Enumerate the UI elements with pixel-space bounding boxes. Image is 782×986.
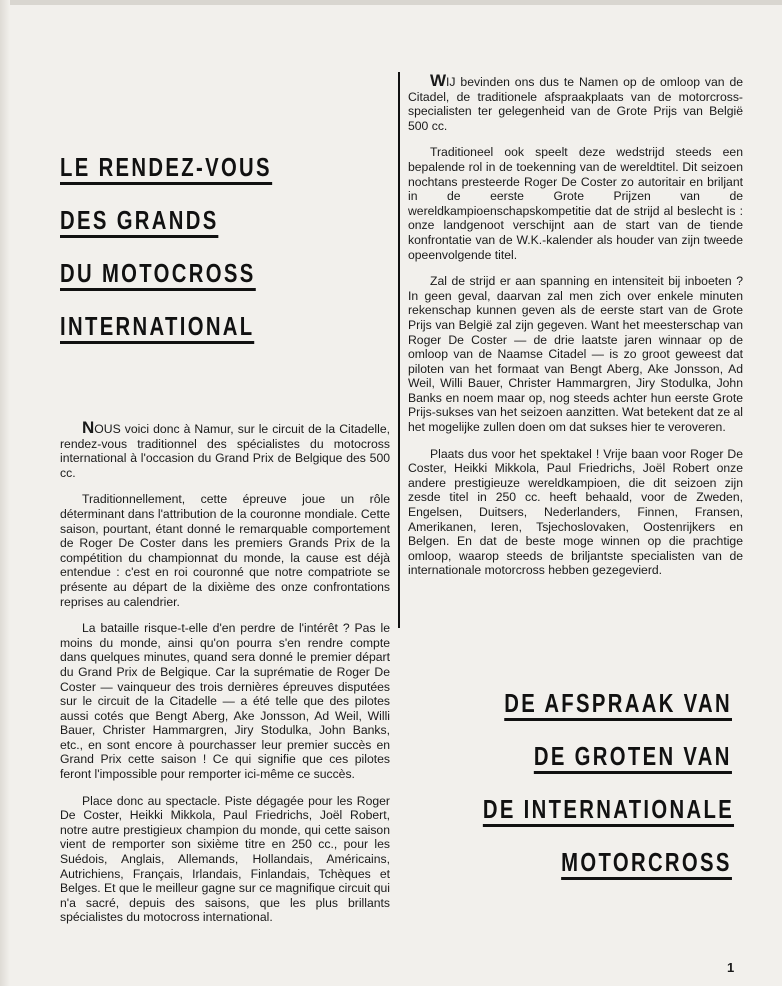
fr-paragraph-3: La bataille risque-t-elle d'en perdre de l'intérêt ? Pas le moins du monde, ainsi qu'on pourra s'en rendre compte dans quelques minutes, quand sera donné le premier départ du Grand Prix de Belgique. Car la suprématie de Roger De Coster — vainqueur des trois dernières épreuves disputées sur le circuit de la Citadelle — a été telle que des pilotes aussi cotés que Bengt Aberg, Ake Jonsson, Ad Weil, Willi Bauer, Christer Hammargren, Jiry Stodulka, John Banks, etc., en sont encore à pourchasser leur premier succès en Grand Prix cette saison ! Ce qui signifie que ces pilotes feront l'impossible pour remporter ici-même ce succès. [60,621,390,782]
fr-paragraph-4: Place donc au spectacle. Piste dégagée pour les Roger De Coster, Heikki Mikkola, Paul Friedrichs, Joël Robert, notre autre prestigieux champion du monde, qui cette saison vient de remporter son sixième titre en 250 cc., pour les Suédois, Anglais, Allemands, Hollandais, Américains, Autrichiens, Français, Irlandais, Finlandais, Tchèques et Belges. Et que le meilleur gagne sur ce magnifique circuit qui n'a sacré, depuis des saisons, que les plus brillants spécialistes du motocross international. [60,793,390,925]
article-french [60,418,390,937]
fr-dropcap: N [82,418,95,437]
headline-fr-line-1: LE RENDEZ-VOUS [60,152,272,185]
headline-fr-line-4: INTERNATIONAL [60,311,255,344]
headline-fr-line-2: DES GRANDS [60,205,219,238]
nl-paragraph-1-text: IJ bevinden ons dus te Namen op de omloop van de Citadel, de traditionele afspraakplaats van de motorcross-specialisten ter gelegenheid van de Grote Prijs van België 500 cc. [408,75,743,133]
headline-nl-line-4: MOTORCROSS [561,847,732,880]
nl-paragraph-2: Traditioneel ook speelt deze wedstrijd steeds een bepalende rol in de toekenning van de wereldtitel. Dit seizoen nochtans presteerde Roger De Coster zo autoritair en briljant in de eerste Grote Prijzen van de wereldkampioenschapskompetitie dat de strijd al beslecht is : onze landgenoot verschijnt aan de start van de tiende konfrontatie van de W.K.-kalender als houder van zijn tweede opeenvolgende titel. [408,145,743,262]
column-divider [398,72,400,628]
headline-dutch [412,688,735,900]
headline-nl-line-2: DE GROTEN VAN [534,741,732,774]
headline-french [60,152,360,364]
headline-nl-line-3: DE INTERNATIONALE [483,794,734,827]
headline-nl-line-1: DE AFSPRAAK VAN [504,688,732,721]
fr-paragraph-1 [60,418,390,480]
nl-paragraph-1 [408,71,743,133]
nl-paragraph-3: Zal de strijd er aan spanning en intensiteit bij inboeten ? In geen geval, daarvan zal men zich over enkele minuten rekenschap kunnen geven als de eerste start van de Grote Prijs van België zal zijn gegeven. Want het meesterschap van Roger De Coster — de drie laatste jaren winnaar op de omloop van de Naamse Citadel — is zo groot geweest dat piloten van het formaat van Bengt Aberg, Ake Jonsson, Ad Weil, Willi Bauer, Christer Hammargren, Jiry Stodulka, John Banks en noem maar op, nog steeds achter hun eerste Grote Prijs-sukses van het seizoen aanzitten. Wat betekent dat ze al het mogelijke zullen doen om dat sukses hier te veroveren. [408,274,743,435]
fr-paragraph-2: Traditionnellement, cette épreuve joue un rôle déterminant dans l'attribution de la couronne mondiale. Cette saison, pourtant, étant donné le remarquable comportement de Roger De Coster dans les premiers Grands Prix de la compétition du championnat du monde, la cause est déjà entendue : c'est en roi couronné que notre compatriote se présente au départ de la dixième des onze confrontations reprises au calendrier. [60,492,390,609]
page-number: 1 [727,960,735,975]
page-top-edge [0,0,782,5]
nl-paragraph-4: Plaats dus voor het spektakel ! Vrije baan voor Roger De Coster, Heikki Mikkola, Paul Friedrichs, Joël Robert onze andere prestigieuze wereldkampioen, die dit seizoen zijn zesde titel in 250 cc. heeft behaald, voor de Zweden, Engelsen, Duitsers, Nederlanders, Finnen, Fransen, Amerikanen, Ieren, Tsjechoslovaken, Oostenrijkers en Belgen. En dat de beste moge winnen op die prachtige omloop, waarop steeds de briljantste specialisten van de internationale motorcross hebben gezegevierd. [408,446,743,578]
article-dutch [408,71,743,590]
headline-fr-line-3: DU MOTOCROSS [60,258,256,291]
fr-paragraph-1-text: OUS voici donc à Namur, sur le circuit de la Citadelle, rendez-vous traditionnel des spécialistes du motocross international à l'occasion du Grand Prix de Belgique des 500 cc. [60,422,390,480]
page-binding-edge [0,0,10,986]
nl-dropcap: W [430,71,447,90]
